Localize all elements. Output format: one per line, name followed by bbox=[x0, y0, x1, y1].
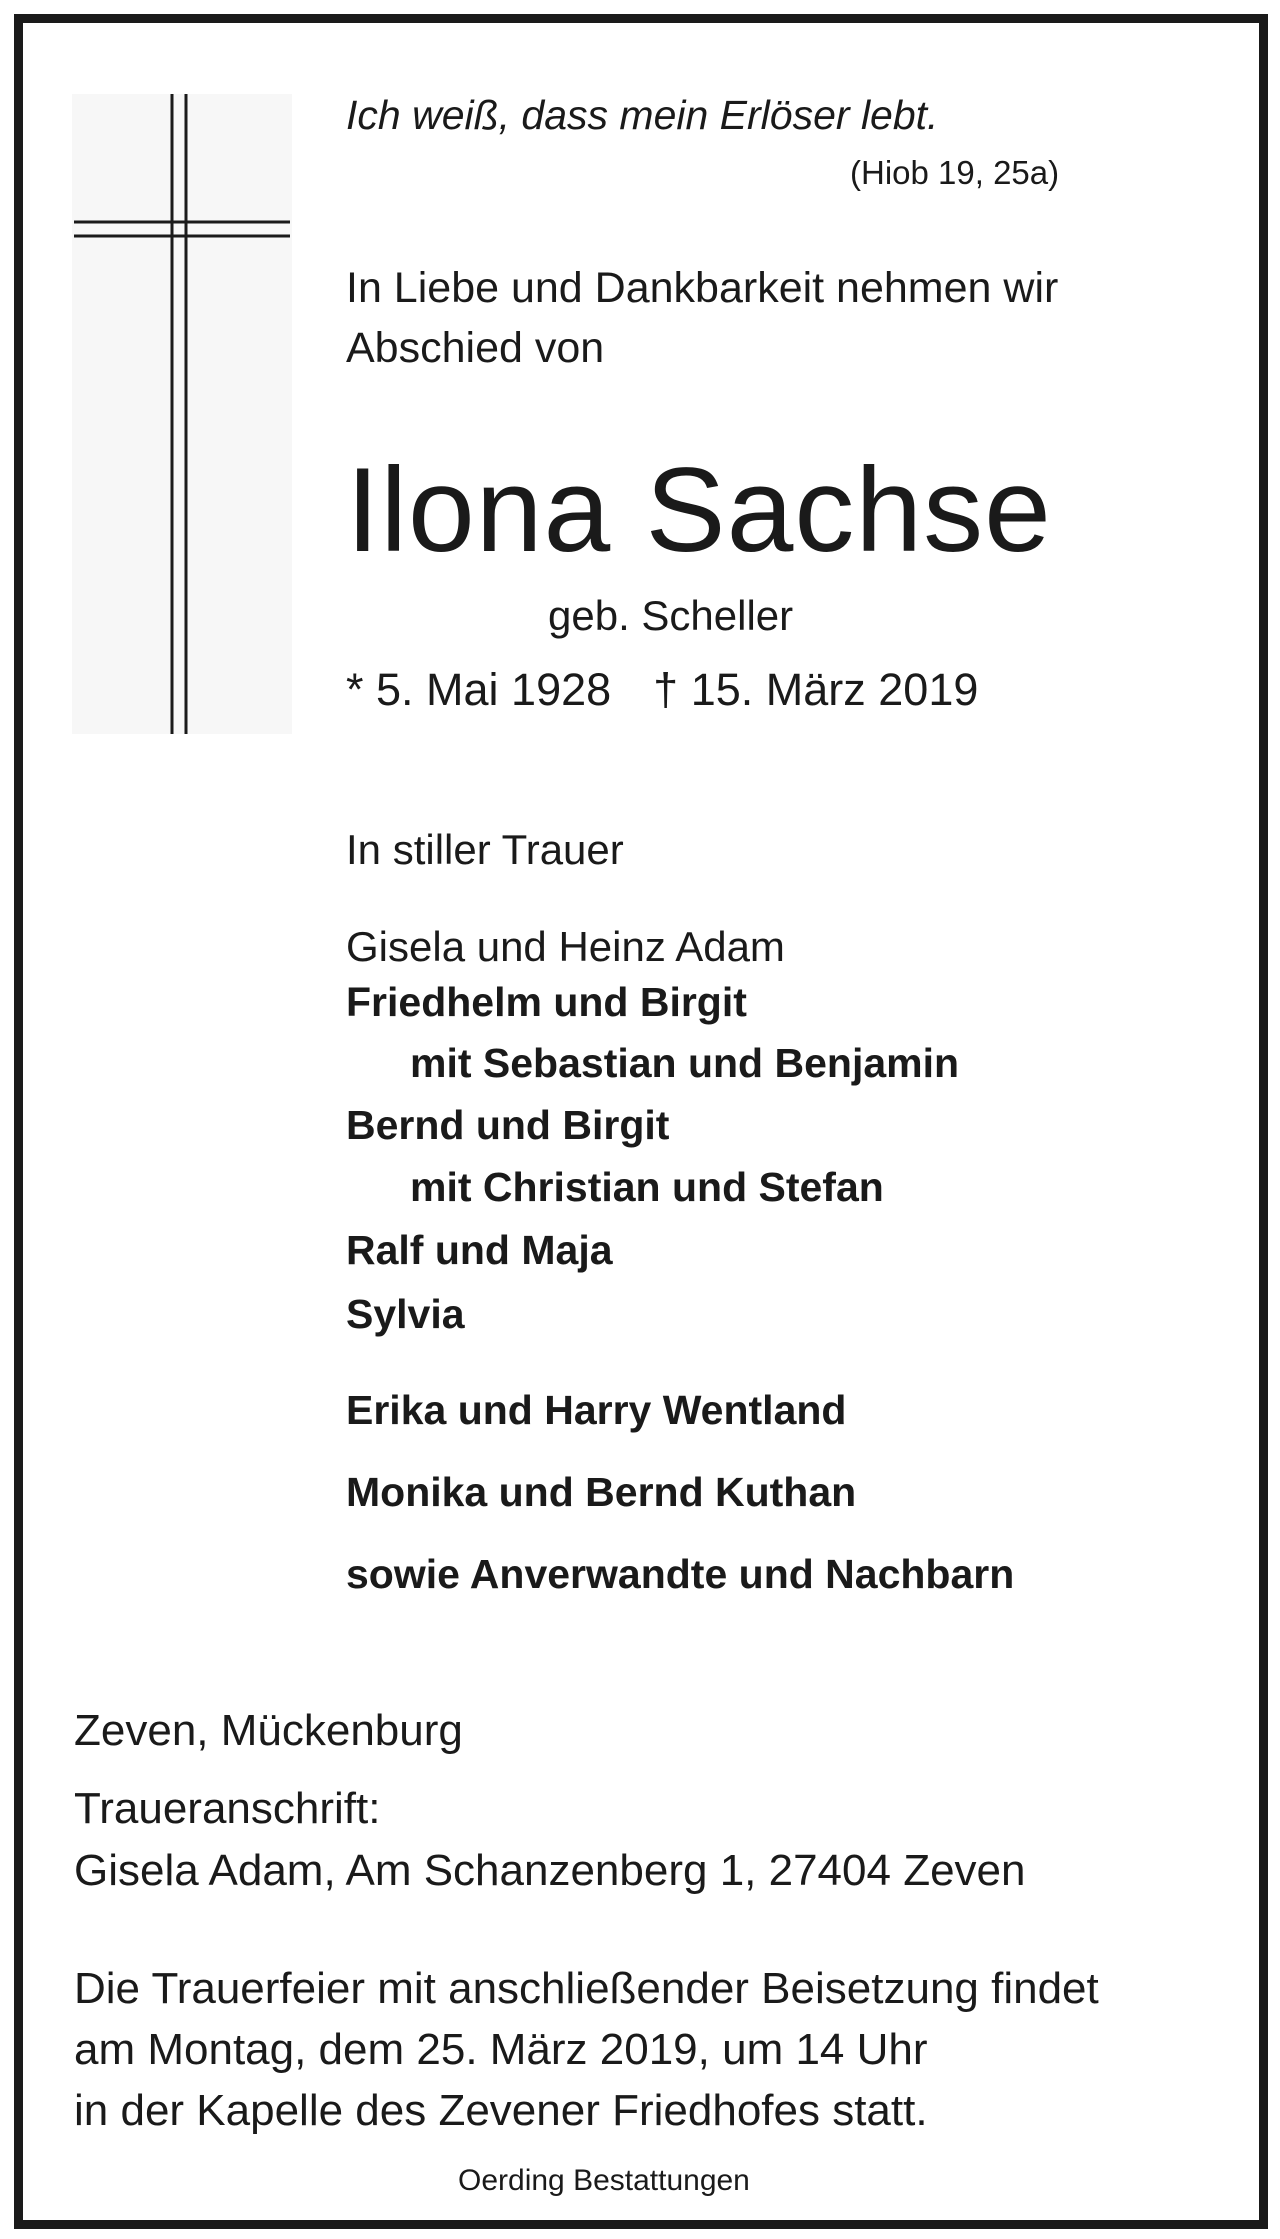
address-label: Traueranschrift: bbox=[74, 1784, 381, 1833]
mourner-family-3-children: mit Christian und Stefan bbox=[410, 1164, 884, 1210]
mourner-family-7: Monika und Bernd Kuthan bbox=[346, 1469, 857, 1515]
mourner-family-4: Ralf und Maja bbox=[346, 1227, 613, 1273]
intro-line-2: Abschied von bbox=[346, 324, 605, 372]
maiden-name: geb. Scheller bbox=[548, 592, 794, 639]
mourner-family-2-children: mit Sebastian und Benjamin bbox=[410, 1040, 960, 1086]
ceremony-line-3: in der Kapelle des Zevener Friedhofes statt. bbox=[74, 2086, 928, 2135]
deceased-name: Ilona Sachse bbox=[346, 443, 1052, 577]
mourner-family-1: Gisela und Heinz Adam bbox=[346, 923, 785, 970]
ceremony-info bbox=[74, 1958, 1099, 2141]
place-line: Zeven, Mückenburg bbox=[74, 1706, 463, 1755]
cross-icon bbox=[72, 94, 292, 734]
mourner-family-6: Erika und Harry Wentland bbox=[346, 1387, 847, 1433]
address-text: Gisela Adam, Am Schanzenberg 1, 27404 Zeven bbox=[74, 1846, 1026, 1895]
intro-line-1: In Liebe und Dankbarkeit nehmen wir bbox=[346, 264, 1059, 312]
mourners-list bbox=[346, 922, 1014, 1606]
ceremony-line-2: am Montag, dem 25. März 2019, um 14 Uhr bbox=[74, 2025, 928, 2074]
mourning-address bbox=[74, 1778, 1025, 1902]
bible-quote-source: (Hiob 19, 25a) bbox=[850, 154, 1060, 191]
mourner-others: sowie Anverwandte und Nachbarn bbox=[346, 1551, 1015, 1597]
mourner-family-3: Bernd und Birgit bbox=[346, 1102, 670, 1148]
death-date: † 15. März 2019 bbox=[653, 664, 979, 715]
intro-text bbox=[346, 258, 1058, 378]
mourner-family-5: Sylvia bbox=[346, 1291, 465, 1337]
undertaker-name: Oerding Bestattungen bbox=[458, 2164, 750, 2197]
life-dates bbox=[346, 664, 978, 716]
ceremony-line-1: Die Trauerfeier mit anschließender Beisetzung findet bbox=[74, 1964, 1099, 2013]
mourner-family-2: Friedhelm und Birgit bbox=[346, 979, 747, 1025]
mourning-heading: In stiller Trauer bbox=[346, 826, 624, 873]
bible-quote: Ich weiß, dass mein Erlöser lebt. bbox=[346, 92, 939, 138]
birth-date: * 5. Mai 1928 bbox=[346, 664, 612, 715]
